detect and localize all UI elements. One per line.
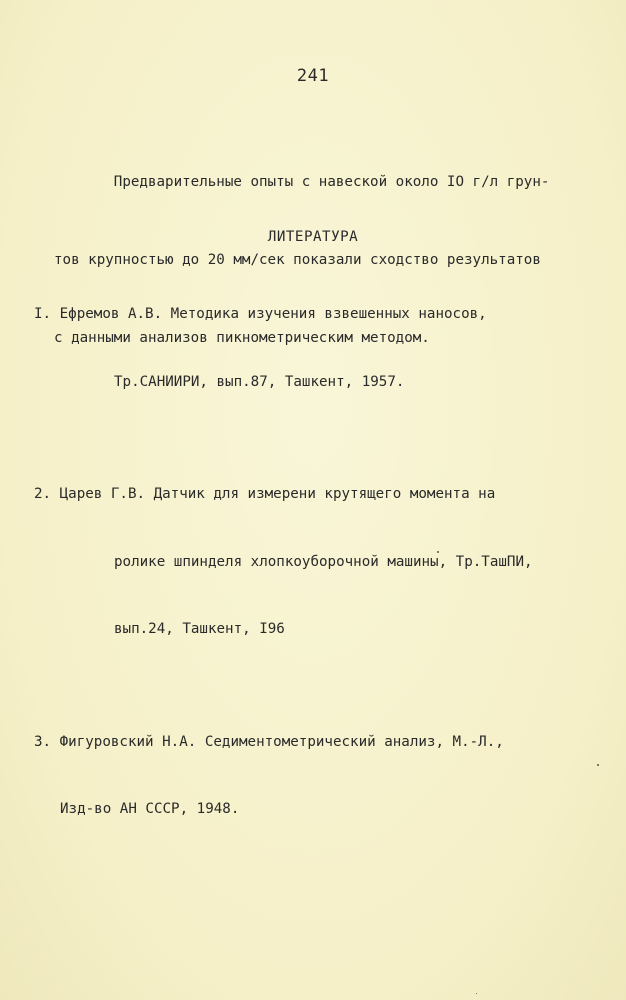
page-number: 241 [296,66,330,86]
reference-continuation: ролике шпинделя хлопкоуборочной машины, Тр.ТашПИ, [114,553,533,570]
paper-speck [476,993,477,994]
paper-speck [437,551,439,553]
paragraph-line: тов крупностью до 20 мм/сек показали сходство результатов [54,252,541,268]
references-heading: ЛИТЕРАТУРА [267,229,359,245]
reference-continuation: Изд-во АН СССР, 1948. [60,801,240,817]
references-list [34,258,604,866]
reference-item [34,258,604,438]
paper-speck [597,764,599,766]
reference-line: 2. Царев Г.В. Датчик для измерени крутящего момента на [34,486,496,502]
paragraph-line: Предварительные опыты с навеской около IO г/л грун- [54,174,550,190]
reference-continuation: вып.24, Ташкент, I96 [114,621,285,637]
reference-line: 3. Фигуровский Н.А. Седиментометрический анализ, М.-Л., [34,733,504,750]
paragraph-line: с данными анализов пикнометрическим методом. [54,330,430,346]
reference-line: I. Ефремов А.В. Методика изучения взвешенных наносов, [34,306,487,322]
reference-continuation: Тр.САНИИРИ, вып.87, Ташкент, 1957. [114,373,405,390]
reference-item [34,686,604,866]
reference-item [34,438,604,686]
